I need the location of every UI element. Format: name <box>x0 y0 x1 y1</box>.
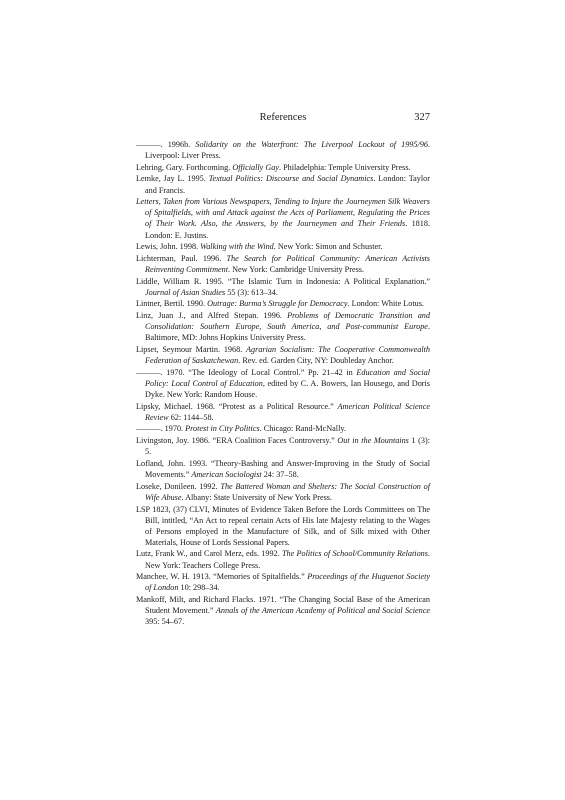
reference-entry: Lichterman, Paul. 1996. The Search for Political Community: American Activists Reinventing Commitment. New York: Cambridge University Press. <box>136 253 430 274</box>
running-header <box>136 112 430 128</box>
reference-entry: Manchee, W. H. 1913. “Memories of Spitalfields.” Proceedings of the Huguenot Society of London 10: 298–34. <box>136 572 431 593</box>
page-number: 327 <box>414 112 430 123</box>
running-title: References <box>259 112 307 123</box>
book-page <box>136 112 430 628</box>
reference-entry: Lewis, John. 1998. Walking with the Wind. New York: Simon and Schuster. <box>136 242 383 252</box>
reference-entry: Lehring, Gary. Forthcoming. Officially Gay. Philadelphia: Temple University Press. <box>136 162 411 172</box>
reference-entry: Linz, Juan J., and Alfred Stepan. 1996. Problems of Democratic Transition and Consolidation: Southern Europe, South America, and Post-communist Europe. Baltimore, MD: Johns Hopkins University Press. <box>136 311 430 343</box>
reference-entry: Mankoff, Milt, and Richard Flacks. 1971. “The Changing Social Base of the American Student Movement.” Annals of the American Academy of Political and Social Science 395: 54–67. <box>136 595 430 627</box>
reference-entry: Lipset, Seymour Martin. 1968. Agrarian Socialism: The Cooperative Commonwealth Federation of Saskatchewan. Rev. ed. Garden City, NY: Doubleday Anchor. <box>136 345 431 366</box>
reference-entry: Loseke, Donileen. 1992. The Battered Woman and Shelters: The Social Construction of Wife Abuse. Albany: State University of New York Press. <box>136 481 430 502</box>
reference-entry: ———. 1970. Protest in City Politics. Chicago: Rand-McNally. <box>136 424 346 434</box>
reference-entry: Liddle, William R. 1995. “The Islamic Turn in Indonesia: A Political Explanation.” Journal of Asian Studies 55 (3): 613–34. <box>136 276 430 297</box>
reference-entry: Livingston, Joy. 1986. “ERA Coalition Faces Controversy.” Out in the Mountains 1 (3): 5. <box>136 436 430 457</box>
reference-entry: Lutz, Frank W., and Carol Merz, eds. 1992. The Politics of School/Community Relations. New York: Teachers College Press. <box>136 549 430 570</box>
reference-list <box>136 139 430 627</box>
reference-entry: ———. 1970. “The Ideology of Local Control.” Pp. 21–42 in Education and Social Policy: Local Control of Education, edited by C. A. Bowers, Ian Housego, and Doris Dyke. New York: Random House. <box>136 367 430 399</box>
reference-entry: Letters, Taken from Various Newspapers, Tending to Injure the Journeymen Silk Weavers of Spitalfields, with and Attack against the Acts of Parliament, Regulating the Prices of Their Work. Also, the Answers, by the Journeymen and Their Friends. 1818. London: E. Justins. <box>136 197 430 240</box>
reference-entry: Lofland, John. 1993. “Theory-Bashing and Answer-Improving in the Study of Social Movements.” American Sociologist 24: 37–58. <box>136 458 430 480</box>
reference-entry: Lipsky, Michael. 1968. “Protest as a Political Resource.” American Political Science Review 62: 1144–58. <box>136 401 430 422</box>
reference-entry: Lemke, Jay L. 1995. Textual Politics: Discourse and Social Dynamics. London: Taylor and Francis. <box>136 174 430 195</box>
reference-entry: ———. 1996b. Solidarity on the Waterfront: The Liverpool Lockout of 1995/96. Liverpool: Liver Press. <box>136 140 431 161</box>
reference-entry: LSP 1823, (37) CLVI, Minutes of Evidence Taken Before the Lords Committees on The Bill, intitled, “An Act to repeal certain Acts of His late Majesty relating to the Wages of Persons employed in the Manufacture of Silk, and of Silk mixed with Other Materials, House of Lords Sessional Papers. <box>136 504 430 547</box>
reference-entry: Lintner, Bertil. 1990. Outrage: Burma’s Struggle for Democracy. London: White Lotus. <box>136 299 424 309</box>
